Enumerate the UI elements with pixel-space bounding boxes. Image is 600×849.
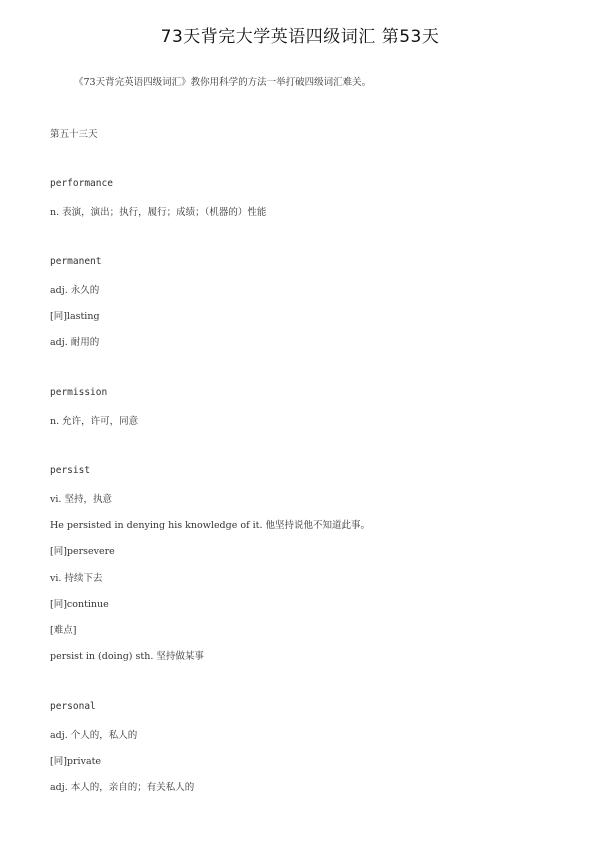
entry-synonym: [同]lasting: [50, 311, 100, 322]
entry-word-performance: performance: [50, 178, 113, 189]
entry-synonym: [同]persevere: [50, 546, 115, 557]
entry-definition: vi. 坚持，执意: [50, 494, 112, 505]
entry-definition: adj. 耐用的: [50, 337, 100, 348]
day-heading: 第五十三天: [50, 129, 98, 140]
entry-word-personal: personal: [50, 701, 96, 712]
entry-phrase: persist in (doing) sth. 坚持做某事: [50, 651, 204, 662]
entry-definition: adj. 本人的，亲自的；有关私人的: [50, 782, 195, 793]
entry-definition: n. 允许，许可，同意: [50, 416, 139, 427]
entry-definition: n. 表演，演出；执行，履行；成绩；（机器的）性能: [50, 207, 267, 218]
entry-definition: vi. 持续下去: [50, 573, 103, 584]
intro-paragraph: 《73天背完英语四级词汇》教你用科学的方法一举打破四级词汇难关。: [74, 77, 372, 88]
entry-definition: adj. 永久的: [50, 285, 100, 296]
entry-definition: adj. 个人的，私人的: [50, 730, 138, 741]
entry-synonym: [同]continue: [50, 599, 109, 610]
entry-word-permission: permission: [50, 387, 108, 398]
entry-word-persist: persist: [50, 465, 91, 476]
entry-example: He persisted in denying his knowledge of it. 他坚持说他不知道此事。: [50, 520, 371, 531]
entry-word-permanent: permanent: [50, 256, 102, 267]
page-title: 73天背完大学英语四级词汇 第53天: [160, 27, 440, 47]
entry-synonym: [同]private: [50, 756, 102, 767]
entry-difficulty-label: [难点]: [50, 625, 77, 636]
